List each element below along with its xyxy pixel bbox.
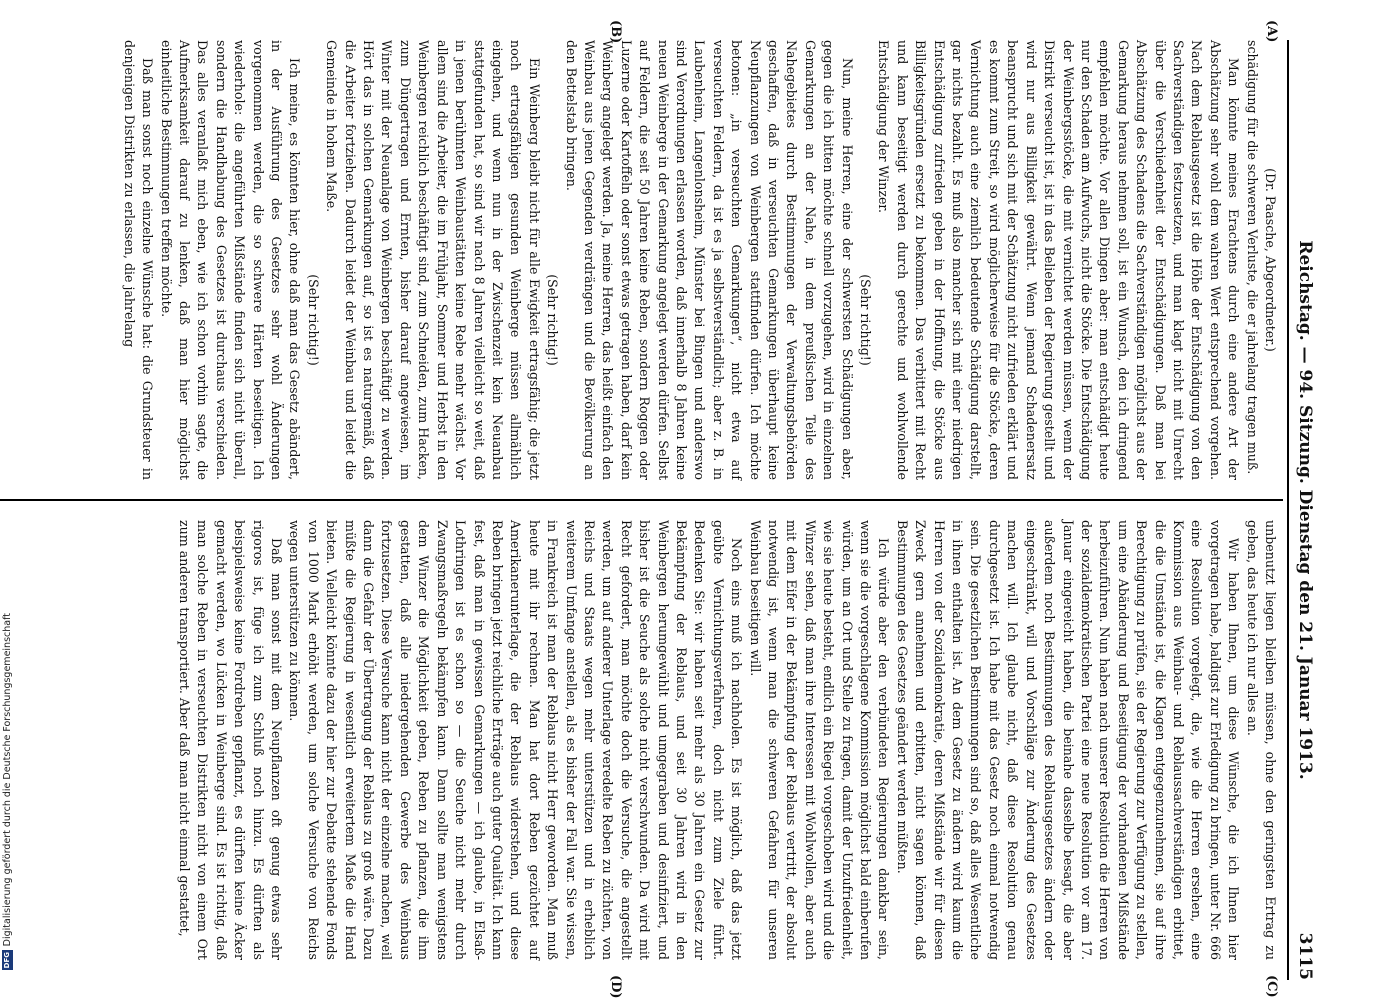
dfg-logo-text: DFG [3,951,11,969]
margin-marker-d: (D) [608,975,623,999]
column-divider [0,499,1283,501]
paragraph: Wir haben Ihnen, um diese Wünsche, die ich Ihnen hier vorgetragen habe, baldigst zur Erledigung zu bringen, unter Nr. 666 eine Resolution vorgelegt, die, wie die Herren ersehen, eine Kommission aus Weinbau- und Reblaussachverständigen erbittet, die die Umstände ist, die Klagen entgegenzunehmen, sie auf ihre Berechtigung zu prüfen, sie der Regierung zur Verfügung zu stellen, um eine Abänderung und Beseitigung der vorhandenen Mißstände herbeizuführen. Nun haben nach unserer Resolution die Herren von der sozialdemokratischen Partei eine neue Resolution vor am 17. Januar eingereicht haben, die beinahe dasselbe besagt, die aber außerdem noch Bestimmungen des Reblausgesetzes ändern oder eingeschränkt, will und Vorschläge zur Änderung des Gesetzes machen will. Ich glaube nicht, daß diese Resolution genau durchgesetzt ist. Ich habe mit das Gesetz noch einmal notwendig sein. Die gesetzlichen Bestimmungen sind so, daß alles Wesentliche in ihnen enthalten ist. An dem Gesetz zu ändern wird kaum die Herren von der Sozialdemokratie, deren Mißstände wir für diesen Zweck gern annehmen und erbitten, nicht sagen können, daß Bestimmungen des Gesetzes geändert werden müßten. [894,520,1242,960]
paragraph: Daß man sonst noch einzelne Wünsche hat: die Grundsteuer in denjenigen Distrikten zu erlassen, die jahrelang [121,40,156,480]
paragraph: Ein Weinberg bleibt nicht für alle Ewigkeit ertragsfähig; die jetzt noch ertragsfähigen gesunden Weinberge müssen allmählich eingehen, und wenn nun in der Zwischenzeit kein Neuanbau stattgefunden hat, so sind wir nach 8 Jahren vielleicht so weit, daß in jenen berühmten Weinbaustätten keine Rebe mehr wächst. Vor allem sind die Arbeiter, die im Frühjahr, Sommer und Herbst in den Weinbergen reichlich beschäftigt sind, zum Schneiden, zum Hacken, zum Düngertragen und Ernten, bisher darauf angewiesen, im Winter mit der Neuanlage von Weinbergen beschäftigt zu werden. Hört das in solchen Gemarkungen auf, so ist es naturgemäß, daß die Arbeiter fortziehen. Dadurch leidet der Weinbau und leidet die Gemeinde in hohem Maße. [324,40,542,480]
digitization-credit [1,30,13,970]
margin-marker-a: (A) [1264,20,1279,43]
left-column [119,40,1279,480]
paragraph: Man könnte meines Erachtens durch eine andere Art der Abschätzung sehr wohl dem wahren Wert entsprechend vorgehen. Nach dem Reblausgesetz ist die Höhe der Entschädigung von den Sachverständigen festzusetzen, und man klagt nicht mit Unrecht über die Verschiedenheit der Entschädigungen. Daß man bei Abschätzung des Schadens die Sachverständigen möglichst aus der Gemarkung heraus nehmen soll, ist ein Wunsch, den ich dringend empfehlen möchte. Vor allen Dingen aber: man entschädigt heute nur den Schaden am Aufwuchs, nicht die Stöcke. Die Entschädigung der Weinbergsstöcke, die mit vernichtet werden müssen, wenn der Distrikt verseucht ist, ist in das Belieben der Regierung gestellt und wird nur aus Billigkeit gewährt. Wenn jemand Schadenersatz beansprucht und sich mit der Schätzung nicht zufrieden erklärt und es kommt zum Streit, so wird möglicherweise für die Stöcke, deren Vernichtung auch eine ziemlich bedeutende Schädigung darstellt, gar nichts bezahlt. Es muß also mancher sich mit einer niedrigen Entschädigung zufrieden geben in der Hoffnung, die Stöcke aus Billigkeitsgründen ersetzt zu bekommen. Das verbittert mit Recht und kann beseitigt werden durch gerechte und wohlwollende Entschädigung der Winzer. [876,40,1242,480]
paragraph: Ich würde aber den verbündeten Regierungen dankbar sein, wenn sie die vorgeschlagene Kommission möglichst bald einberufen würden, um an Ort und Stelle zu fragen, damit der Unzufriedenheit, wie sie heute besteht, endlich ein Riegel vorgeschoben wird und die Winzer sehen, daß man ihre Interessen mit Wohlwollen, aber auch mit dem Eifer in der Bekämpfung der Reblaus vertritt, der absolut notwendig ist, wenn man die schweren Gefahren für unseren Weinbau beseitigen will. [747,520,892,960]
header-rule [1287,40,1289,980]
page-header [1291,40,1321,980]
paragraph: Noch eins muß ich nachholen. Es ist möglich, daß das jetzt geübte Vernichtungsverfahren, doch nicht zum Ziele führt. Bedenken Sie: wir haben seit mehr als 30 Jahren ein Gesetz zur Bekämpfung der Reblaus, und seit 30 Jahren wird in den Weinbergen herumgewühlt und umgegraben und desinfiziert, und bisher ist die Seuche als solche nicht verschwunden. Da wird mit Recht gefordert, man möchte doch die Versuche, die angestellt werden, um auf anderer Unterlage veredelte Reben zu züchten, von Reichs und Staats wegen mehr unterstützen und in erheblich weiterem Umfange anstellen, als es bisher der Fall war. Sie wissen, in Frankreich ist man der Reblaus nicht Herr geworden. Man muß heute mit ihr rechnen. Man hat dort Reben gezüchtet auf Amerikanerunterlage, die der Reblaus widerstehen, und diese Reben bringen jetzt reichliche Erträge auch guter Qualität. Ich kann fest, daß man in gewissen Gemarkungen — ich glaube, in Elsaß-Lothringen ist es schon so — die Seuche nicht mehr durch Zwangsmaßregeln bekämpfen kann. Dann sollte man wenigstens dem Winzer die Möglichkeit geben, Reben zu pflanzen, die ihm gestatten, daß alle niedergehenden Gewerbe des Weinbaus fortzusetzen. Diese Versuche kann nicht der einzelne machen, weil dann die Gefahr der Übertragung der Reblaus zu groß wäre. Dazu müßte die Regierung in wesentlich erweitertem Maße die Hand bieten. Vielleicht könnte dazu der hier zur Debatte stehende Fonds von 1000 Mark erhöht werden, um solche Versuche von Reichs wegen unterstützen zu können. [287,520,745,960]
paragraph: Daß man sonst mit dem Neupflanzen oft genug etwas sehr rigoros ist, füge ich zum Schluß noch hinzu. Es dürften als beispielsweise keine Fordreben gepflanzt, es dürften keine Äcker gemacht werden, wo Lücken in Weinberge sind. Es ist richtig, daß man solche Reben in verseuchten Distrikten nicht von einem Ort zum anderen transportiert. Aber daß man nicht einmal gestattet, [177,520,285,960]
page-number: 3115 [1295,932,1315,980]
margin-marker-c: (C) [1264,975,1279,998]
paragraph: schädigung für die schweren Verluste, die er jahrelang tragen muß. [1244,40,1260,475]
right-column [175,520,1279,960]
paragraph: unbenutzt liegen bleiben müssen, ohne den geringsten Ertrag zu geben, das heute ich nur alles an. [1244,520,1278,960]
credit-text: Digitalisierung gefördert durch die Deutsche Forschungsgemeinschaft [1,612,13,946]
dfg-logo [2,950,13,970]
paragraph: Ich meine, es könnten hier, ohne daß man das Gesetz abändert, in der Ausführung des Gesetzes sehr wohl Änderungen vorgenommen werden, die so schwere Härten beseitigen. Ich wiederhole: die angeführten Mißstände finden sich nicht überall, sondern die Handhabung des Gesetzes ist durchaus verschieden. Das alles veranlaßt mich eben, wie ich schon vorhin sagte, die Aufmerksamkeit darauf zu lenken, daß man hier möglichst einheitliche Bestimmungen treffen möchte. [158,40,303,480]
applause-note: (Sehr richtig!) [858,274,874,366]
speaker-label: (Dr. Paasche, Abgeordneter.) [1263,168,1278,352]
applause-note: (Sehr richtig!) [305,274,321,366]
paragraph: Nun, meine Herren, eine der schwersten Schädigungen aber, gegen die ich bitten möchte schnell vorzugehen, wird in einzelnen Gemarkungen an der Nahe, in dem preußischen Teile des Nahegebietes durch Bestimmungen der Verwaltungsbehörden geschaffen, daß in verseuchten Gemarkungen überhaupt keine Neupflanzungen von Weinbergen stattfinden dürfen. Ich möchte betonen: „in verseuchten Gemarkungen“, nicht etwa auf verseuchten Feldern, da ist es ja selbstverständlich; aber z. B. in Laubenheim, Langenlonsheim, Münster bei Bingen und anderswo sind Verordnungen erlassen worden, daß innerhalb 8 Jahren keine neuen Weinberge in der Gemarkung angelegt werden dürfen. Selbst auf Feldern, die seit 50 Jahren keine Reben, sondern Roggen oder Luzerne oder Kartoffeln oder sonst etwas getragen haben, darf kein Weinberg angelegt werden. Ja, meine Herren, das heißt einfach den Weinbau aus jenen Gegenden verdrängen und die Bevölkerung an den Bettelstab bringen. [563,40,855,480]
margin-marker-b: (B) [608,20,623,44]
applause-note: (Sehr richtig!) [545,274,561,366]
page-title: Reichstag. — 94. Sitzung. Dienstag den 21. Januar 1913. [1295,240,1315,780]
